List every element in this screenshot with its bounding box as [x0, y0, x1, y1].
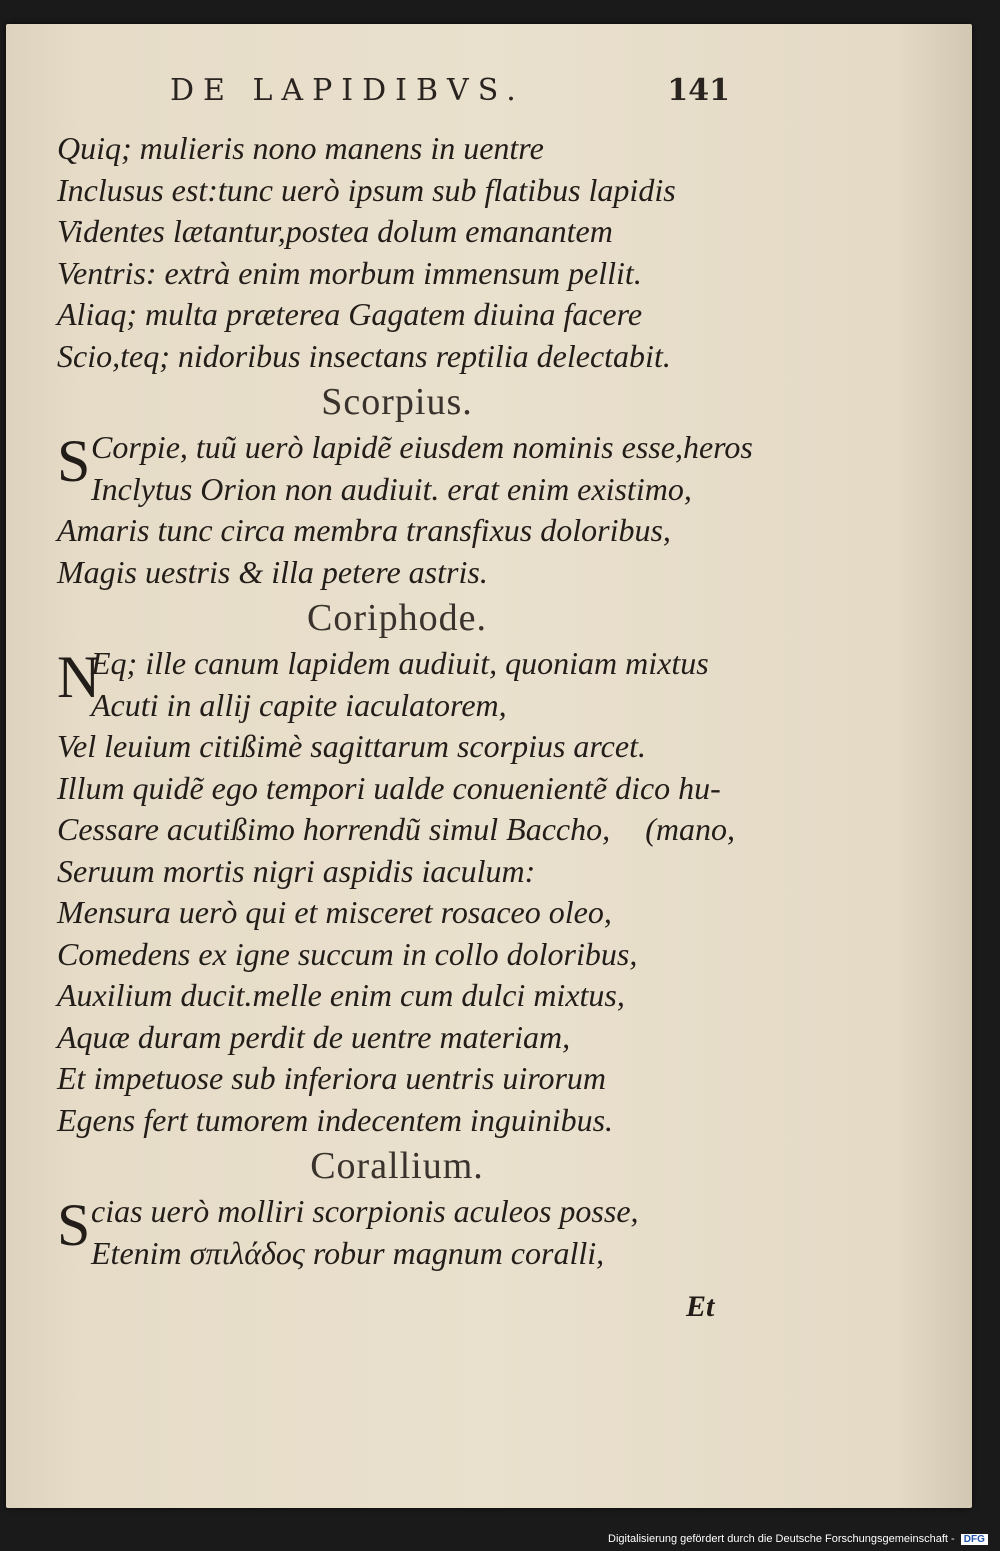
- verse-line: Aliaq; multa præterea Gagatem diuina facere: [57, 296, 643, 332]
- section-heading-corallium: Corallium.: [310, 1145, 484, 1187]
- verse-line: Ventris: extrà enim morbum immensum pellit.: [57, 254, 642, 291]
- verse-line: Acuti in allij capite iaculatorem,: [91, 686, 507, 723]
- verse-line: Comedens ex igne succum in collo doloribus,: [57, 935, 638, 972]
- verse-block-gagates: [57, 128, 737, 377]
- running-title: DE LAPIDIBVS.: [170, 73, 525, 108]
- drop-cap-initial: S: [57, 428, 91, 494]
- verse-block-corallium: [57, 1191, 737, 1274]
- drop-cap-initial: S: [57, 1192, 91, 1258]
- verse-block-coriphode: [57, 643, 737, 1141]
- verse-line: Magis uestris & illa petere astris.: [57, 553, 488, 590]
- page-text: [57, 128, 753, 1274]
- dfg-logo: DFG: [961, 1534, 988, 1545]
- verse-line: Illum quidẽ ego tempori ualde conuenientẽ dico hu-: [57, 769, 721, 806]
- verse-line: Quiq; mulieris nono manens in uentre: [57, 130, 544, 166]
- verse-line: Auxilium ducit.melle enim cum dulci mixtus,: [57, 977, 625, 1013]
- catchword: Et: [686, 1290, 715, 1323]
- verse-line-text: Cessare acutißimo horrendũ simul Baccho,: [57, 811, 611, 847]
- verse-line: Videntes lætantur,postea dolum emanantem: [57, 213, 613, 249]
- verse-line: Eq; ille canum lapidem audiuit, quoniam mixtus: [91, 645, 709, 681]
- verse-line: Scio,teq; nidoribus insectans reptilia delectabit.: [57, 337, 671, 374]
- verse-line: Etenim σπιλάδος robur magnum coralli,: [91, 1234, 605, 1271]
- digitization-credit: [608, 1533, 988, 1545]
- verse-line: Seruum mortis nigri aspidis iaculum:: [57, 852, 536, 889]
- verse-line: Corpie, tuũ uerò lapidẽ eiusdem nominis esse,heros: [91, 429, 753, 465]
- verse-line: Egens fert tumorem indecentem inguinibus.: [57, 1101, 614, 1138]
- verse-line: Aquæ duram perdit de uentre materiam,: [57, 1018, 571, 1055]
- section-heading-scorpius: Scorpius.: [321, 381, 473, 423]
- section-heading-coriphode: Coriphode.: [307, 597, 487, 639]
- verse-line: Mensura uerò qui et misceret rosaceo oleo,: [57, 894, 612, 930]
- credit-text: Digitalisierung gefördert durch die Deutsche Forschungsgemeinschaft -: [608, 1533, 955, 1545]
- running-header: [170, 73, 730, 123]
- verse-line-with-tail: [57, 809, 737, 851]
- turnover-fragment: (mano,: [645, 811, 735, 847]
- page-number: 141: [667, 73, 730, 108]
- verse-line: Inclytus Orion non audiuit. erat enim existimo,: [91, 470, 692, 507]
- verse-line: Amaris tunc circa membra transfixus doloribus,: [57, 512, 671, 548]
- verse-line: Inclusus est:tunc uerò ipsum sub flatibus lapidis: [57, 171, 676, 208]
- verse-line: Et impetuose sub inferiora uentris uirorum: [57, 1060, 607, 1096]
- verse-block-scorpius: [57, 427, 753, 593]
- verse-line: Vel leuium citißimè sagittarum scorpius arcet.: [57, 728, 646, 764]
- drop-cap-initial: N: [57, 644, 101, 710]
- verse-line: cias uerò molliri scorpionis aculeos posse,: [91, 1193, 639, 1229]
